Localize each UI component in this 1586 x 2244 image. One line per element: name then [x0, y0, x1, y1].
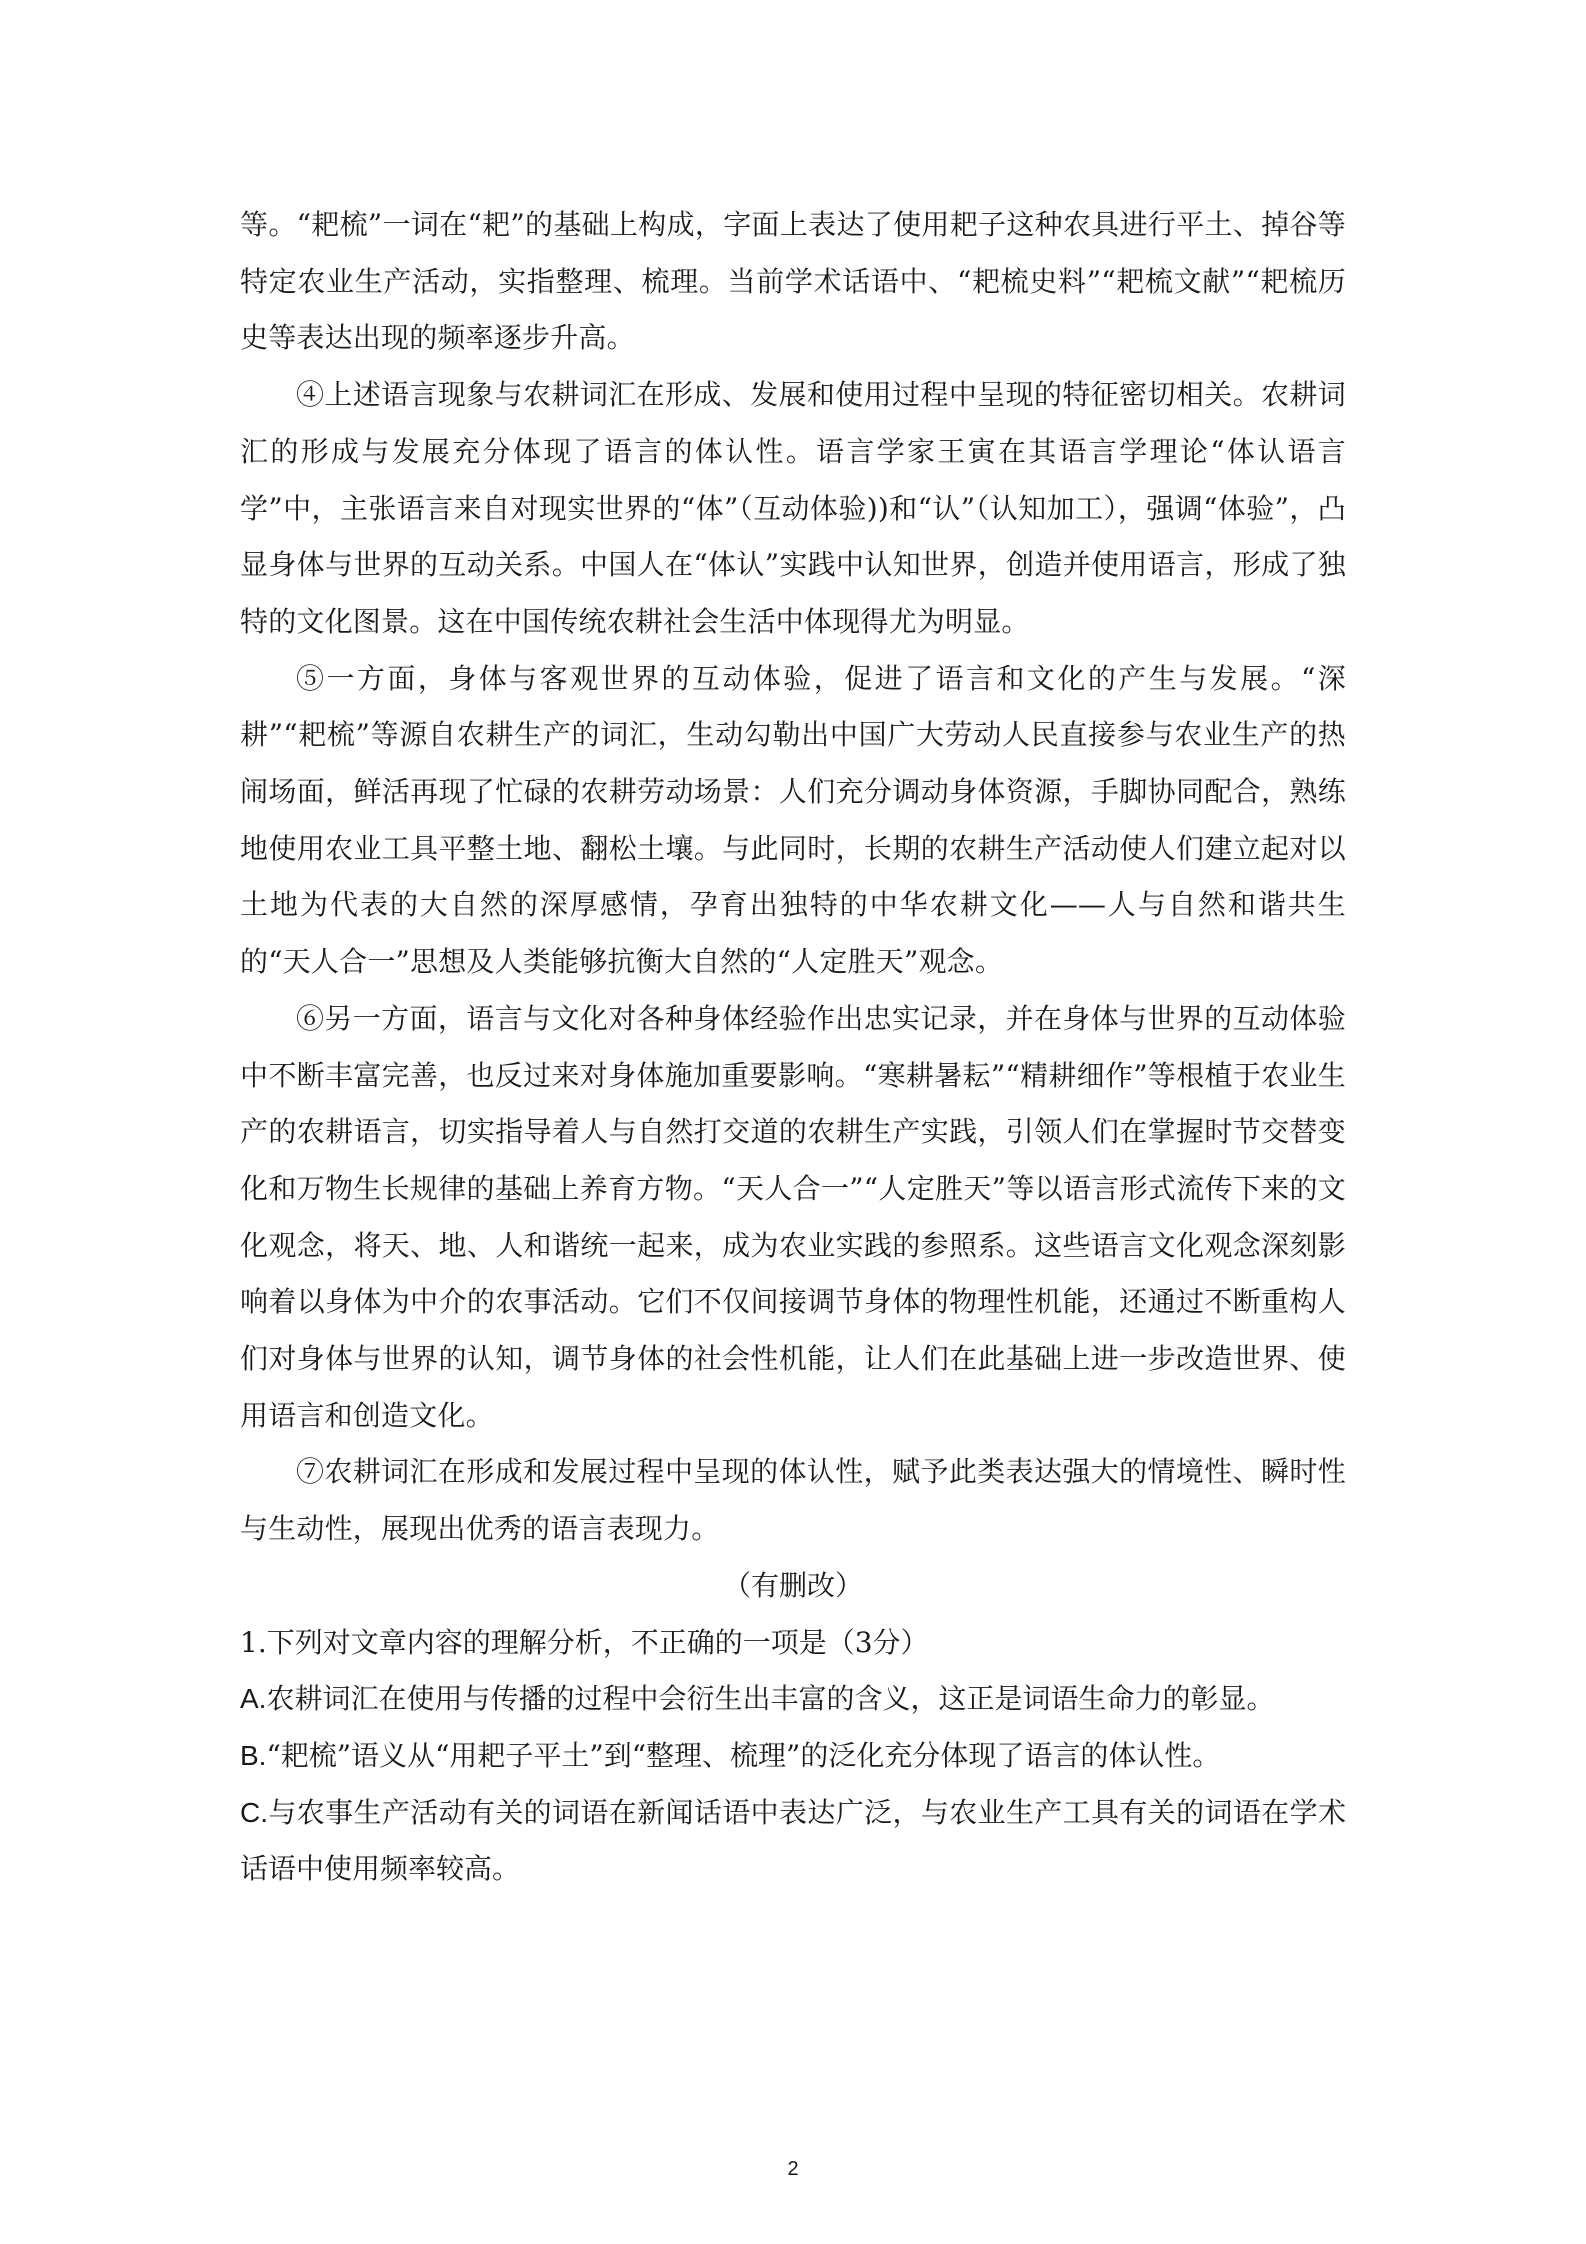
page-number: 2 — [787, 2158, 799, 2180]
paragraph-5: ⑤一方面，身体与客观世界的互动体验，促进了语言和文化的产生与发展。“深耕”“耙梳”等源自农耕生产的词汇，生动勾勒出中国广大劳动人民直接参与农业生产的热闹场面，鲜活再现了忙碌的农耕劳动场景：人们充分调动身体资源，手脚协同配合，熟练地使用农业工具平整土地、翻松土壤。与此同时，长期的农耕生产活动使人们建立起对以土地为代表的大自然的深厚感情，孕育出独特的中华农耕文化——人与自然和谐共生的“天人合一”思想及人类能够抗衡大自然的“人定胜天”观念。 — [240, 661, 1346, 979]
question-stem: 1.下列对文章内容的理解分析，不正确的一项是（3分） — [240, 1625, 929, 1659]
option-b — [240, 1728, 1346, 1785]
option-a — [240, 1671, 1346, 1728]
paragraph-continued: 等。“耙梳”一词在“耙”的基础上构成，字面上表达了使用耙子这种农具进行平土、掉谷等特定农业生产活动，实指整理、梳理。当前学术话语中、“耙梳史料”“耙梳文献”“耙梳历史等表达出现的频率逐步升高。 — [240, 208, 1346, 355]
option-c-letter: C. — [240, 1796, 268, 1828]
option-c-text: 与农事生产活动有关的词语在新闻话语中表达广泛，与农业生产工具有关的词语在学术话语中使用频率较高。 — [240, 1795, 1346, 1886]
paragraph-4: ④上述语言现象与农耕词汇在形成、发展和使用过程中呈现的特征密切相关。农耕词汇的形成与发展充分体现了语言的体认性。语言学家王寅在其语言学理论“体认语言学”中，主张语言来自对现实世界的“体”（互动体验))和“认”（认知加工），强调“体验”，凸显身体与世界的互动关系。中国人在“体认”实践中认知世界，创造并使用语言，形成了独特的文化图景。这在中国传统农耕社会生活中体现得尤为明显。 — [240, 378, 1346, 638]
option-a-text: 农耕词汇在使用与传播的过程中会衍生出丰富的含义，这正是词语生命力的彰显。 — [266, 1682, 1275, 1716]
option-c — [240, 1785, 1346, 1898]
paragraph-7: ⑦农耕词汇在形成和发展过程中呈现的体认性，赋予此类表达强大的情境性、瞬时性与生动性，展现出优秀的语言表现力。 — [240, 1455, 1346, 1546]
document-page — [240, 197, 1346, 1898]
source-note: （有删改） — [722, 1568, 863, 1602]
paragraph-6: ⑥另一方面，语言与文化对各种身体经验作出忠实记录，并在身体与世界的互动体验中不断丰富完善，也反过来对身体施加重要影响。“寒耕暑耘”“精耕细作”等根植于农业生产的农耕语言，切实指导着人与自然打交道的农耕生产实践，引领人们在掌握时节交替变化和万物生长规律的基础上养育方物。“天人合一”“人定胜天”等以语言形式流传下来的文化观念，将天、地、人和谐统一起来，成为农业实践的参照系。这些语言文化观念深刻影响着以身体为中介的农事活动。它们不仅间接调节身体的物理性机能，还通过不断重构人们对身体与世界的认知，调节身体的社会性机能，让人们在此基础上进一步改造世界、使用语言和创造文化。 — [240, 1001, 1346, 1432]
option-b-letter: B. — [240, 1739, 267, 1771]
option-a-letter: A. — [240, 1683, 267, 1715]
option-b-text: “耙梳”语义从“用耙子平土”到“整理、梳理”的泛化充分体现了语言的体认性。 — [266, 1738, 1221, 1772]
